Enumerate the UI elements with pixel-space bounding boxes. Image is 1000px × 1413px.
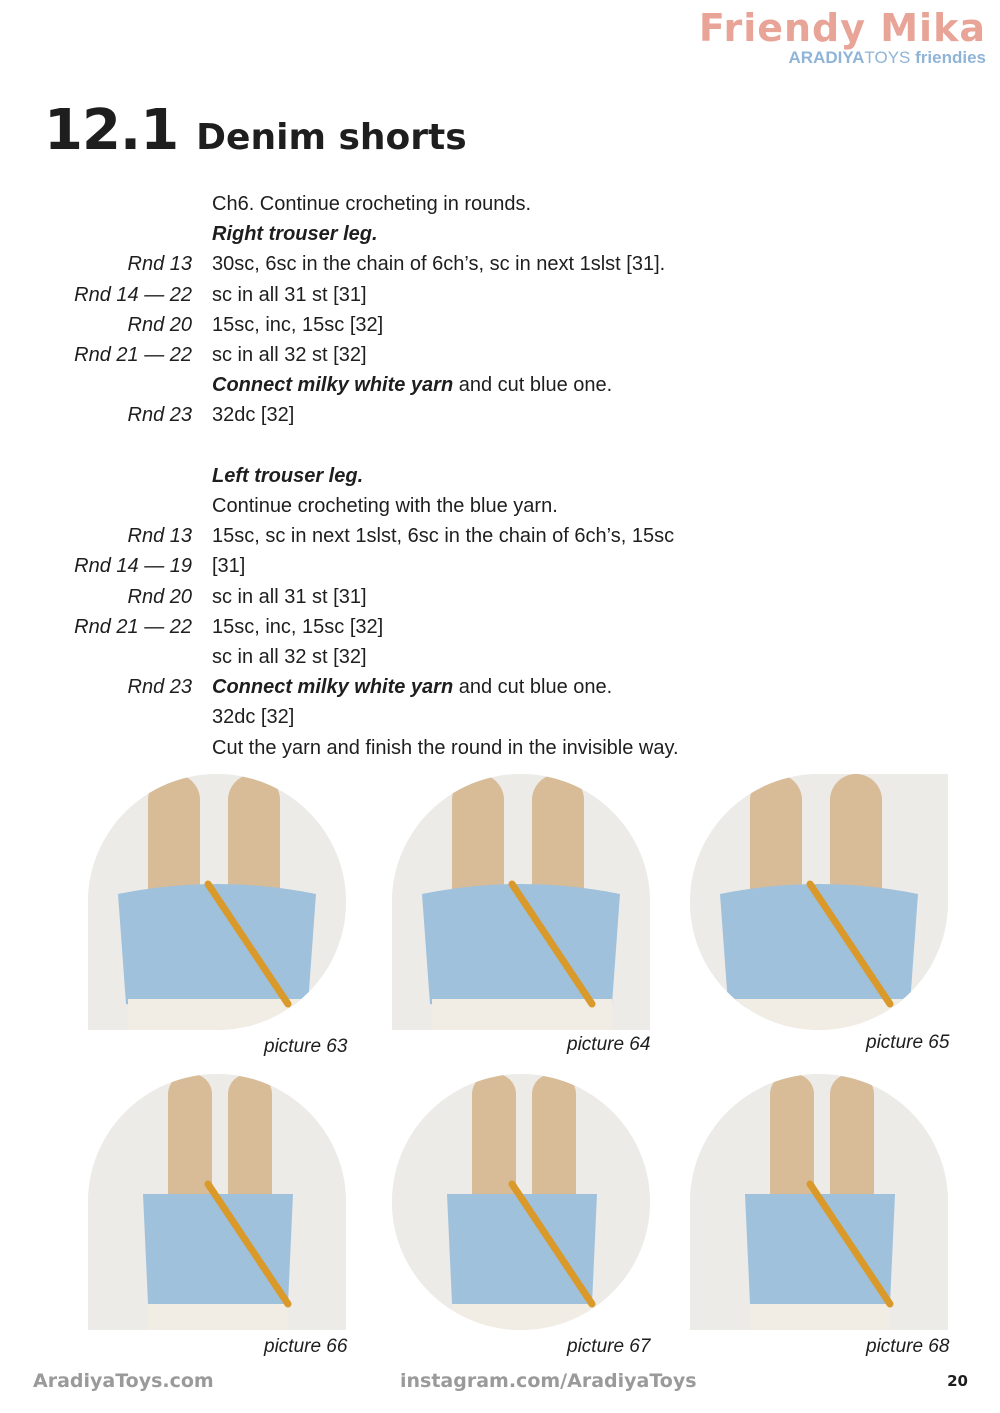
emphasis-text: Right trouser leg. <box>212 223 378 246</box>
brand-logo <box>699 8 986 68</box>
instruction-text <box>212 461 363 491</box>
instruction-text <box>212 280 367 310</box>
section-title: Denim shorts <box>196 117 467 158</box>
plain-text: Cut the yarn and finish the round in the invisible way. <box>212 736 679 759</box>
plain-text: 32dc [32] <box>212 706 295 729</box>
emphasis-text: Left trouser leg. <box>212 464 364 487</box>
instruction-text <box>212 219 378 249</box>
picture-caption: picture 68 <box>866 1336 950 1357</box>
instruction-text <box>212 612 383 642</box>
emphasis-text: Connect milky white yarn <box>212 374 454 397</box>
instruction-row <box>0 219 1000 249</box>
instruction-row <box>0 642 1000 672</box>
plain-text: Ch6. Continue crocheting in rounds. <box>212 193 532 215</box>
instruction-row <box>0 672 1000 702</box>
plain-text: and cut blue one. <box>453 676 613 699</box>
footer-instagram: instagram.com/AradiyaToys <box>400 1370 697 1392</box>
brand-sub-bold: ARADIYA <box>788 48 865 67</box>
instruction-row <box>0 310 1000 340</box>
page-number: 20 <box>947 1372 968 1390</box>
plain-text: Continue crocheting with the blue yarn. <box>212 495 558 517</box>
crochet-photo <box>690 774 948 1030</box>
brand-subtitle <box>699 48 986 68</box>
plain-text: 15sc, inc, 15sc [32] <box>212 313 384 336</box>
instruction-row <box>0 431 1000 461</box>
instruction-text <box>212 249 665 279</box>
round-label: Rnd 20 <box>127 585 192 608</box>
instruction-row <box>0 370 1000 400</box>
round-label: Rnd 14 — 22 <box>74 283 192 306</box>
instruction-text <box>212 370 612 400</box>
instruction-row <box>0 461 1000 491</box>
instruction-row <box>0 551 1000 581</box>
picture-caption: picture 66 <box>264 1336 348 1357</box>
instruction-text <box>212 189 531 219</box>
instruction-row <box>0 582 1000 612</box>
instruction-text <box>212 400 294 430</box>
crochet-photo <box>690 1074 948 1330</box>
instruction-text <box>212 733 679 763</box>
round-label: Rnd 13 <box>127 253 192 276</box>
plain-text: 15sc, inc, 15sc [32] <box>212 615 384 638</box>
round-label: Rnd 23 <box>127 676 192 699</box>
instruction-text <box>212 491 558 521</box>
round-label: Rnd 21 — 22 <box>74 344 192 366</box>
crochet-photo <box>392 774 650 1030</box>
brand-sub-thin: TOYS <box>864 48 911 67</box>
instruction-row <box>0 612 1000 642</box>
instruction-text <box>212 340 367 370</box>
instruction-text <box>212 521 674 551</box>
picture-caption: picture 63 <box>264 1036 348 1057</box>
instruction-row <box>0 491 1000 521</box>
picture-caption: picture 67 <box>567 1336 651 1357</box>
instruction-text <box>212 702 294 732</box>
emphasis-text: Connect milky white yarn <box>212 676 454 699</box>
crochet-photo <box>88 774 346 1030</box>
crochet-photo <box>88 1074 346 1330</box>
instruction-row <box>0 521 1000 551</box>
plain-text: 30sc, 6sc in the chain of 6ch’s, sc in next 1slst [31]. <box>212 253 666 276</box>
instruction-row <box>0 340 1000 370</box>
plain-text: 15sc, sc in next 1slst, 6sc in the chain of 6ch’s, 15sc <box>212 525 675 548</box>
plain-text: sc in all 32 st [32] <box>212 344 367 366</box>
plain-text: sc in all 31 st [31] <box>212 283 367 306</box>
instruction-row <box>0 400 1000 430</box>
plain-text: 32dc [32] <box>212 404 295 427</box>
brand-title: Friendy Mika <box>698 6 986 50</box>
brand-sub-tail: friendies <box>915 48 986 67</box>
instruction-row <box>0 733 1000 763</box>
instruction-row <box>0 702 1000 732</box>
picture-caption: picture 64 <box>567 1034 651 1055</box>
picture-caption: picture 65 <box>866 1032 950 1053</box>
plain-text: [31] <box>212 555 246 578</box>
plain-text: and cut blue one. <box>453 374 613 397</box>
instruction-text <box>212 672 612 702</box>
instruction-text <box>212 310 383 340</box>
plain-text: sc in all 32 st [32] <box>212 646 367 668</box>
instruction-text <box>212 551 245 581</box>
section-heading <box>44 98 467 163</box>
instruction-row <box>0 189 1000 219</box>
crochet-photo <box>392 1074 650 1330</box>
round-label: Rnd 20 <box>127 313 192 336</box>
footer-website: AradiyaToys.com <box>33 1370 214 1392</box>
round-label: Rnd 23 <box>127 404 192 427</box>
instruction-text <box>212 642 367 672</box>
round-label: Rnd 14 — 19 <box>74 555 192 578</box>
plain-text: sc in all 31 st [31] <box>212 585 367 608</box>
round-label: Rnd 13 <box>127 525 192 548</box>
section-number: 12.1 <box>44 98 179 163</box>
instruction-text <box>212 582 367 612</box>
instruction-row <box>0 249 1000 279</box>
instruction-row <box>0 280 1000 310</box>
round-label: Rnd 21 — 22 <box>74 615 192 638</box>
